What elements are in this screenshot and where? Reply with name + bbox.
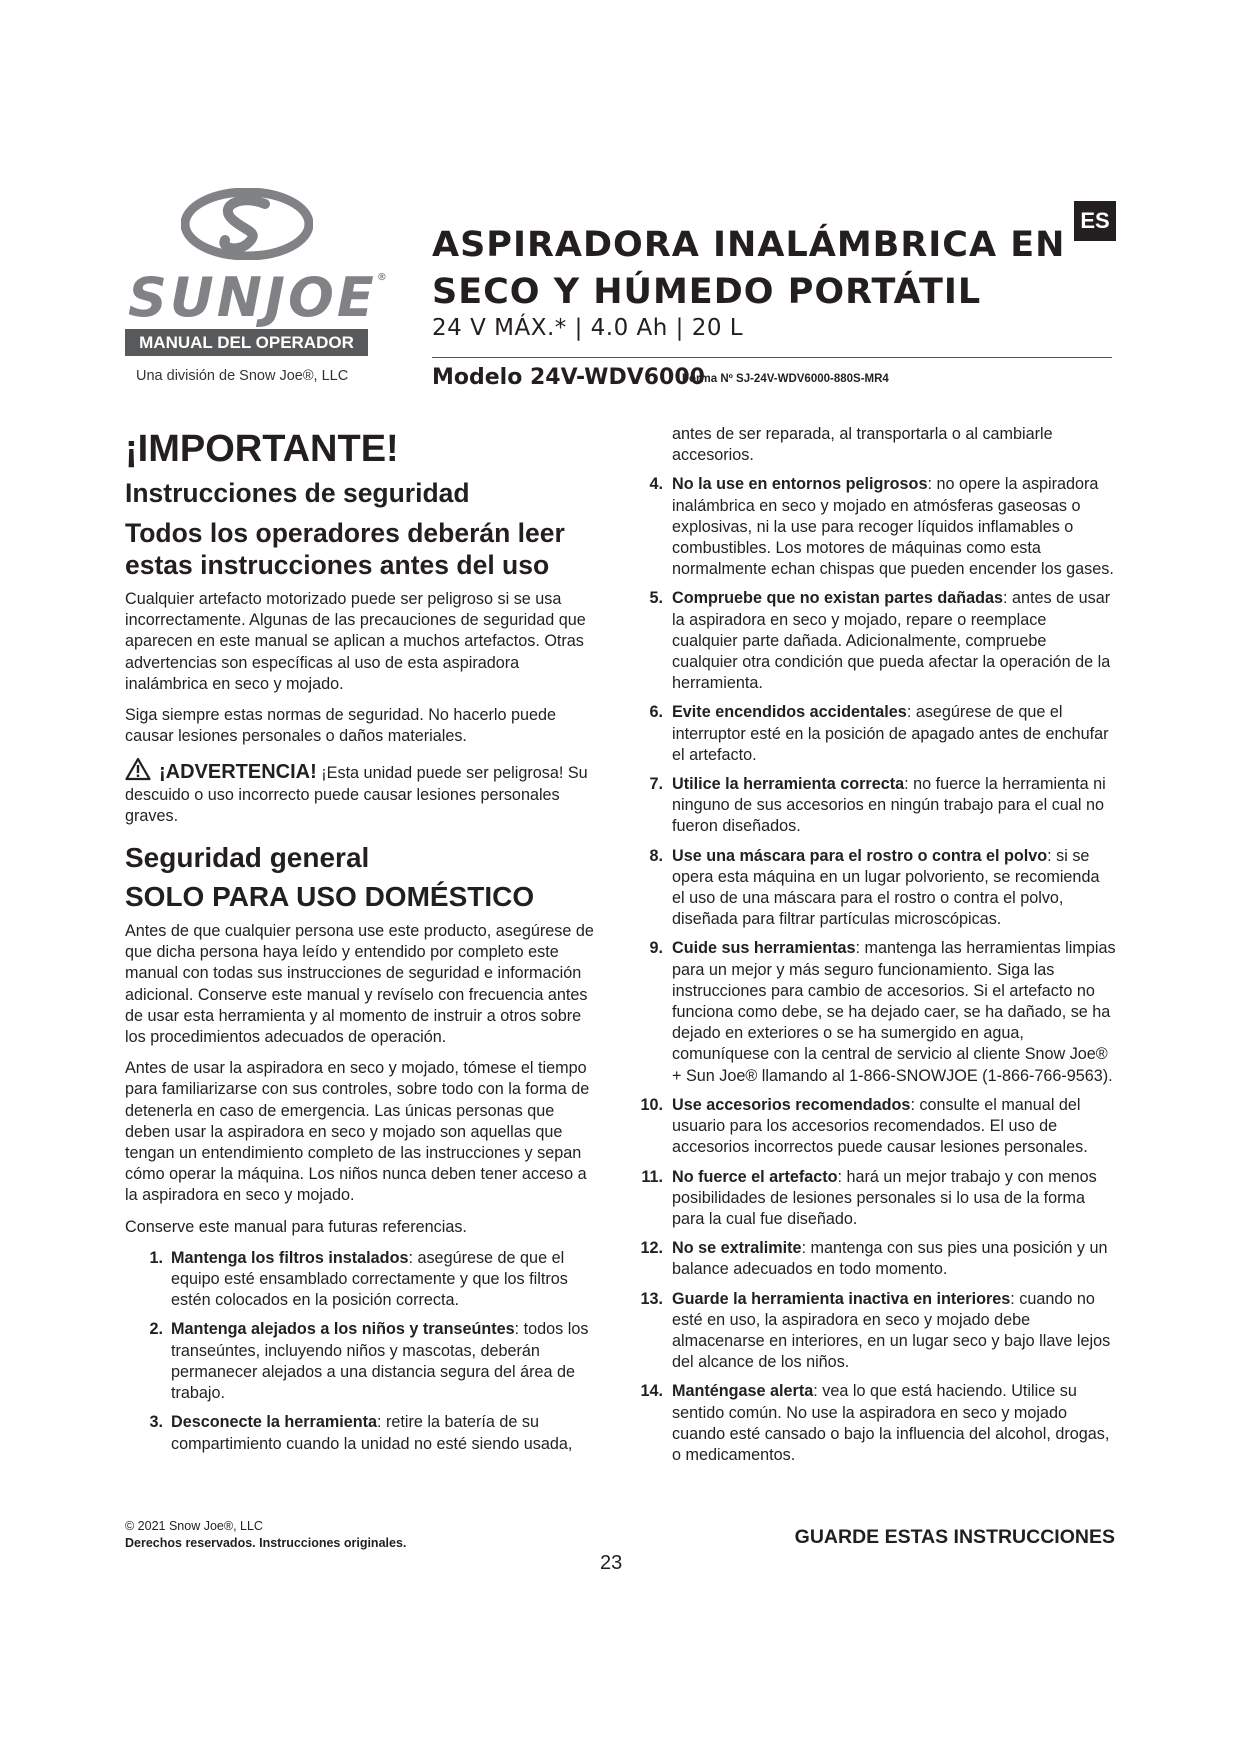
header-divider	[432, 357, 1112, 358]
division-text: Una división de Snow Joe®, LLC	[136, 368, 349, 384]
rules-paragraph: Siga siempre estas normas de seguridad. No hacerlo puede causar lesiones personales o daños materiales.	[125, 706, 557, 746]
rights-text: Derechos reservados. Instrucciones originales.	[125, 1536, 407, 1550]
sunjoe-logo-icon	[181, 188, 313, 260]
brand-logo	[128, 188, 390, 329]
domestic-use-heading: SOLO PARA USO DOMÉSTICO	[125, 881, 535, 913]
page-number: 23	[600, 1552, 623, 1574]
list-item: 6. Evite encendidos accidentales: asegúrese de que el interruptor esté en la posición de apagado antes de enchufar el artefacto.	[649, 703, 1109, 764]
safety-subheading: Instrucciones de seguridad	[125, 478, 470, 508]
left-column	[125, 427, 600, 1463]
warning-title: ¡ADVERTENCIA!	[159, 761, 317, 784]
list-item: 1. Mantenga los filtros instalados: asegúrese de que el equipo esté ensamblado correctamente y que los filtros estén colocados en la posición correcta.	[149, 1248, 568, 1310]
warning-text: ¡Esta unidad puede ser peligrosa! Su descuido o uso incorrecto puede causar lesiones personales graves.	[125, 764, 588, 825]
list-item: 10. Use accesorios recomendados: consulte el manual del usuario para los accesorios recomendados. El uso de accesorios incorrectos puede causar lesiones personales.	[640, 1095, 1088, 1157]
form-number: Forma Nº SJ-24V-WDV6000-880S-MR4	[682, 373, 889, 385]
general-paragraph-2: Antes de usar la aspiradora en seco y mojado, tómese el tiempo para familiarizarse con sus controles, sobre todo con la forma de detenerla en caso de emergencia. Las únicas personas que deben usar la aspiradora en seco y mojado son aquellas que tengan un entendimiento completo de las instrucciones y sepan cómo operar la máquina. Los niños nunca deben tener acceso a la aspiradora en seco y mojado.	[125, 1059, 590, 1205]
list-item: 8. Use una máscara para el rostro o contra el polvo: si se opera esta máquina en un lugar polvoriento, se recomienda el uso de una máscara para el rostro o contra el polvo, diseñada para filtrar partículas microscópicas.	[649, 846, 1100, 929]
list-item: 2. Mantenga alejados a los niños y transeúntes: todos los transeúntes, incluyendo niños y mascotas, deberán permanecer alejados a una distancia segura del área de trabajo.	[149, 1320, 589, 1403]
warning-triangle-icon	[125, 757, 151, 781]
manual-label: MANUAL DEL OPERADOR	[125, 329, 368, 356]
save-instructions: GUARDE ESTAS INSTRUCCIONES	[794, 1526, 1115, 1548]
list-item: 4. No la use en entornos peligrosos: no opere la aspiradora inalámbrica en seco y mojado en atmósferas gaseosas o explosivas, ni la use para recoger líquidos inflamables o combustibles. Los motores de máquinas como esta normalmente echan chispas que pueden encender los gases.	[649, 475, 1114, 579]
list-item: 13. Guarde la herramienta inactiva en interiores: cuando no esté en uso, la aspiradora en seco y mojado debe almacenarse en interiores, en un lugar seco y bajo llave lejos del alcance de los niños.	[640, 1289, 1111, 1372]
list-item: 11. No fuerce el artefacto: hará un mejor trabajo y con menos posibilidades de lesiones personales si lo usa de la forma para la cual fue diseñado.	[641, 1167, 1097, 1228]
copyright-block	[125, 1518, 406, 1552]
model-number: Modelo 24V-WDV6000	[432, 365, 705, 390]
list-continuation: antes de ser reparada, al transportarla o al cambiarle accesorios.	[672, 425, 1053, 465]
right-column	[641, 424, 1116, 1474]
important-heading: ¡IMPORTANTE!	[125, 428, 399, 470]
safety-list-right	[641, 474, 1116, 1466]
operators-heading: Todos los operadores deberán leer estas instrucciones antes del uso	[125, 518, 565, 580]
list-item: 3. Desconecte la herramienta: retire la batería de su compartimiento cuando la unidad no esté siendo usada,	[149, 1413, 573, 1453]
language-badge: ES	[1074, 201, 1116, 241]
general-paragraph-3: Conserve este manual para futuras referencias.	[125, 1217, 467, 1236]
list-item: 7. Utilice la herramienta correcta: no fuerce la herramienta ni ninguno de sus accesorios en ningún trabajo para el cual no fueron diseñados.	[649, 775, 1106, 836]
list-item: 5. Compruebe que no existan partes dañadas: antes de usar la aspiradora en seco y mojado, repare o reemplace cualquier parte dañada. Adicionalmente, compruebe cualquier otra condición que pueda afectar la operación de la herramienta.	[649, 589, 1111, 693]
safety-list-left	[135, 1248, 600, 1455]
copyright-text: © 2021 Snow Joe®, LLC	[125, 1519, 263, 1533]
brand-name: SUNJOE®	[128, 266, 390, 329]
general-safety-heading: Seguridad general	[125, 842, 370, 874]
product-title: ASPIRADORA INALÁMBRICA EN SECO Y HÚMEDO PORTÁTIL	[432, 225, 1066, 312]
intro-paragraph: Cualquier artefacto motorizado puede ser peligroso si se usa incorrectamente. Algunas de las precauciones de seguridad que aparecen en este manual se aplican a muchos artefactos. Otras advertencias son específicas al uso de esta aspiradora inalámbrica en seco y mojado.	[125, 590, 586, 693]
product-specs: 24 V MÁX.* | 4.0 Ah | 20 L	[432, 315, 744, 341]
general-paragraph-1: Antes de que cualquier persona use este producto, asegúrese de que dicha persona haya leído y entendido por completo este manual con todas sus instrucciones de seguridad e información adicional. Conserve este manual y revíselo con frecuencia antes de usar esta herramienta y al momento de instruir a otros sobre los procedimientos adecuados de operación.	[125, 922, 594, 1047]
list-item: 9. Cuide sus herramientas: mantenga las herramientas limpias para un mejor y más seguro funcionamiento. Siga las instrucciones para cambio de accesorios. Si el artefacto no funciona como debe, se ha dejado caer, se ha dañado, se ha dejado en exteriores o se ha sumergido en agua, comuníquese con la central de servicio al cliente Snow Joe® + Sun Joe® llamando al 1-866-SNOWJOE (1-866-766-9563).	[649, 939, 1116, 1085]
list-item: 12. No se extralimite: mantenga con sus pies una posición y un balance adecuados en todo momento.	[640, 1239, 1108, 1279]
list-item: 14. Manténgase alerta: vea lo que está haciendo. Utilice su sentido común. No use la aspiradora en seco y mojado cuando esté cansado o bajo la influencia del alcohol, drogas, o medicamentos.	[640, 1382, 1110, 1464]
warning-block	[125, 757, 600, 827]
